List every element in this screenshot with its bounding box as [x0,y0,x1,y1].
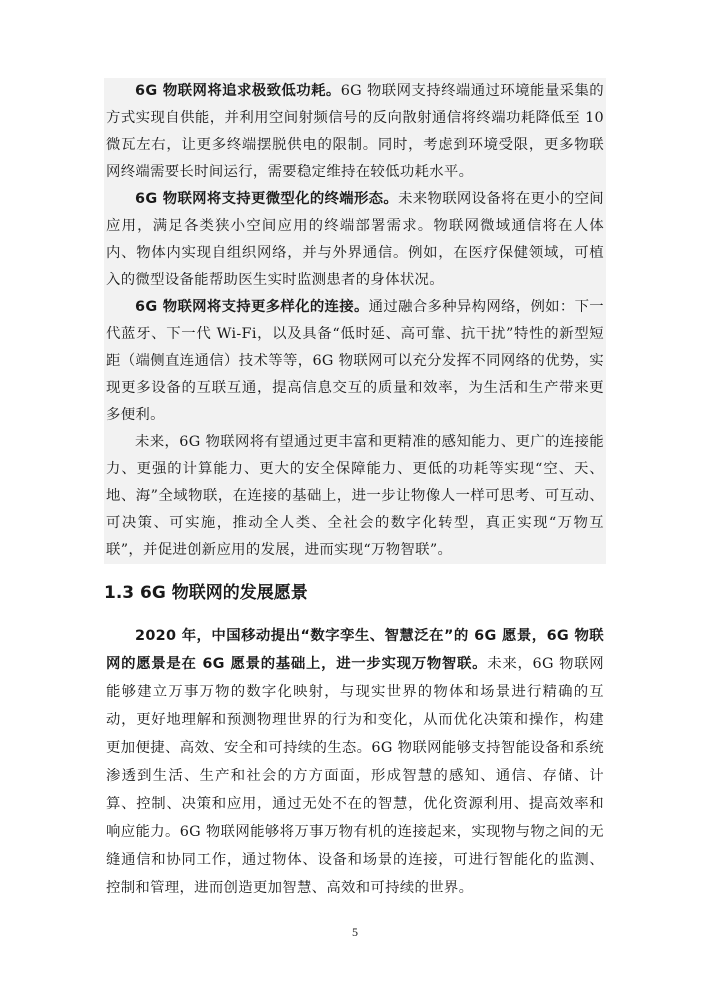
paragraph-diverse-connection [104,294,606,429]
page-number: 5 [352,925,358,939]
paragraph-miniaturization [104,186,606,294]
section-title: 1.3 6G 物联网的发展愿景 [104,583,308,603]
paragraph-body: 未来，6G 物联网能够建立万事万物的数字化映射，与现实世界的物体和场景进行精确的互动，更好地理解和预测物理世界的行为和变化，从而优化决策和操作，构建更加便捷、高效、安全和可持续的生态。6G 物联网能够支持智能设备和系统渗透到生活、生产和社会的方方面面，形成智慧的感知、通信、存储、计算、控制、决策和应用，通过无处不在的智慧，优化资源利用、提高效率和响应能力。6G 物联网能够将万事万物有机的连接起来，实现物与物之间的无缝通信和协同工作，通过物体、设备和场景的连接，可进行智能化的监测、控制和管理，进而创造更加智慧、高效和可持续的世界。 [106,656,604,896]
paragraph-lead: 6G 物联网将追求极致低功耗。 [135,83,341,99]
paragraph-vision [104,622,606,902]
paragraph-lead: 6G 物联网将支持更微型化的终端形态。 [135,191,399,207]
paragraph-lead: 2020 年，中国移动提出“数字孪生、智慧泛在”的 6G 愿景，6G 物联网的愿景是在 6G 愿景的基础上，进一步实现万物智联。 [106,628,604,672]
shaded-text-block [104,78,606,564]
paragraph-low-power [104,78,606,186]
paragraph-body: 6G 物联网支持终端通过环境能量采集的方式实现自供能，并利用空间射频信号的反向散射通信将终端功耗降低至 10 微瓦左右，让更多终端摆脱供电的限制。同时，考虑到环境受限，更多物联网终端需要长时间运行，需要稳定维持在较低功耗水平。 [106,83,604,180]
paragraph-lead: 6G 物联网将支持更多样化的连接。 [135,299,369,315]
paragraph-future [104,429,606,564]
paragraph-body: 通过融合多种异构网络，例如：下一代蓝牙、下一代 Wi-Fi，以及具备“低时延、高可靠、抗干扰”特性的新型短距（端侧直连通信）技术等等，6G 物联网可以充分发挥不同网络的优势，实现更多设备的互联互通，提高信息交互的质量和效率，为生活和生产带来更多便利。 [106,299,604,423]
section-body [104,622,606,902]
paragraph-body: 未来物联网设备将在更小的空间应用，满足各类狭小空间应用的终端部署需求。物联网微域通信将在人体内、物体内实现自组织网络，并与外界通信。例如，在医疗保健领域，可植入的微型设备能帮助医生实时监测患者的身体状况。 [106,191,604,288]
paragraph-body: 未来，6G 物联网将有望通过更丰富和更精准的感知能力、更广的连接能力、更强的计算能力、更大的安全保障能力、更低的功耗等实现“空、天、地、海”全域物联，在连接的基础上，进一步让物像人一样可思考、可互动、可决策、可实施，推动全人类、全社会的数字化转型，真正实现“万物互联”，并促进创新应用的发展，进而实现“万物智联”。 [106,434,604,558]
